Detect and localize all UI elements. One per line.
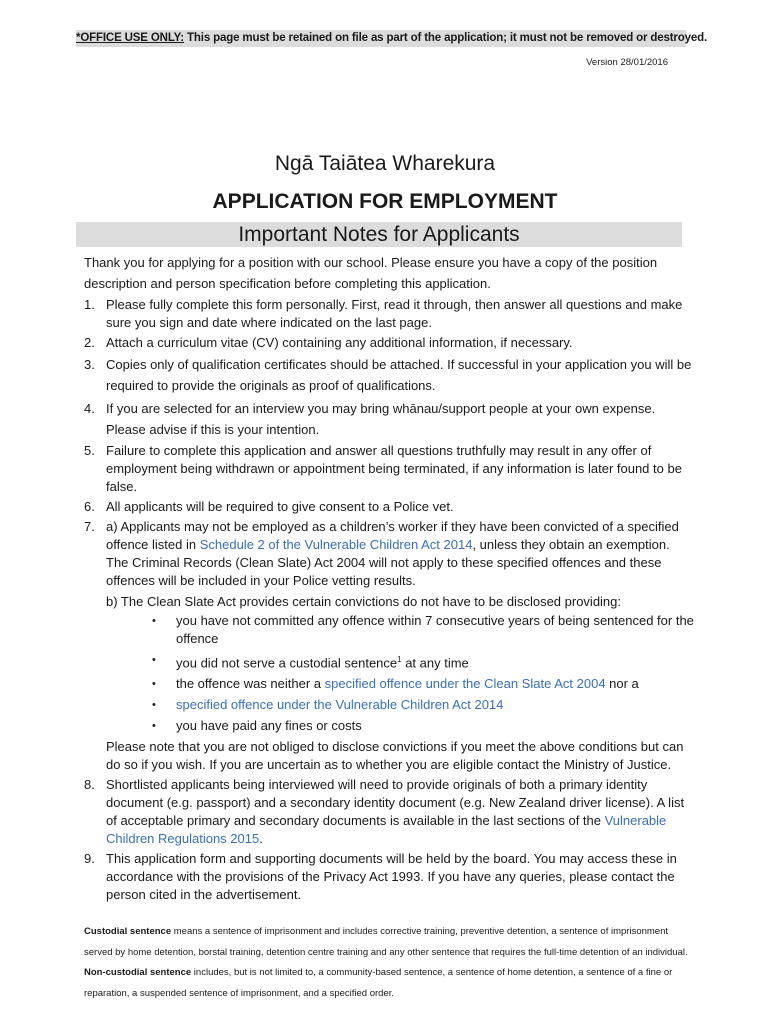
note-number: 7. [84,519,95,534]
note-7b: b) The Clean Slate Act provides certain convictions do not have to be disclosed providing: [106,594,622,609]
bullet-icon: • [152,654,156,666]
note-number: 8. [84,777,95,793]
condition-text: the offence was neither a [176,676,325,692]
footnote-term-custodial: Custodial sentence [84,926,172,937]
footnote-marker: 1 [397,655,402,664]
note-text: Attach a curriculum vitae (CV) containing any additional information, if necessary. [106,335,573,350]
notes-body [84,252,694,906]
condition-item [106,675,694,693]
schedule-2-link[interactable]: Schedule 2 of the Vulnerable Children Act 2014 [199,537,473,552]
office-use-text: This page must be retained on file as part of the application; it must not be removed or destroyed. [184,32,708,44]
footnote [84,922,694,1004]
section-subtitle: Important Notes for Applicants [76,222,682,247]
clean-slate-conditions [106,612,694,735]
condition-text: you did not serve a custodial sentence [176,655,398,671]
condition-item [106,696,694,714]
bullet-icon: • [152,678,156,691]
condition-text-end: at any time [401,655,469,671]
note-text: Copies only of qualification certificates should be attached. If successful in your application you will be required to provide the originals as proof of qualifications. [106,357,692,393]
footnote-def-noncustodial: includes, but is not limited to, a community-based sentence, a sentence of home detention, a sentence of a fine or reparation, a suspended sentence of imprisonment, and a specified order. [84,967,673,999]
bullet-icon: • [152,615,156,627]
note-item-5 [84,442,694,496]
note-item-4 [84,398,694,440]
vulnerable-children-regulations-link[interactable]: Vulnerable Children Regulations 2015 [106,813,667,847]
note-item-1 [84,296,694,332]
note-7a [106,518,694,590]
footnote-term-noncustodial: Non-custodial sentence [84,967,192,978]
note-number: 6. [84,499,95,514]
note-text: Shortlisted applicants being interviewed will need to provide originals of both a primary identity document (e.g. passport) and a secondary identity document (e.g. New Zealand driver license). A list of acceptable primary and secondary documents is available in the last sections of the [106,777,685,829]
condition-item [106,717,694,735]
note-number: 9. [84,851,95,867]
note-text: All applicants will be required to give consent to a Police vet. [106,499,454,514]
notes-list [84,296,694,904]
note-item-2 [84,334,694,352]
intro-paragraph: Thank you for applying for a position with our school. Please ensure you have a copy of the position description and person specification before completing this application. [84,255,658,291]
clean-slate-act-link[interactable]: specified offence under the Clean Slate Act 2004 [324,676,606,692]
version-label: Version 28/01/2016 [586,57,668,68]
vulnerable-children-act-link[interactable]: specified offence under the Vulnerable Children Act 2014 [176,697,504,713]
note-number: 5. [84,443,95,458]
note-item-9 [84,850,694,904]
note-text: Failure to complete this application and answer all questions truthfully may result in any offer of employment being withdrawn or appointment being terminated, if any information is later found to be false. [106,443,682,494]
condition-text: you have paid any fines or costs [176,718,362,734]
note-item-6 [84,498,694,516]
condition-item [106,612,694,648]
note-number: 4. [84,401,95,416]
note-7-disclosure: Please note that you are not obliged to disclose convictions if you meet the above conditions but can do so if you wish. If you are uncertain as to whether you are eligible contact the Ministry of Justice. [106,739,684,773]
note-7a-text-end: , unless they obtain an exemption. The Criminal Records (Clean Slate) Act 2004 will not apply to these specified offences and these offences will be included in your Police vetting results. [106,537,670,588]
note-number: 3. [84,357,95,372]
condition-text: you have not committed any offence within 7 consecutive years of being sentenced for the offence [176,613,694,646]
note-number: 1. [84,297,95,312]
note-number: 2. [84,335,95,350]
condition-item [106,651,694,672]
footnote-def-custodial: means a sentence of imprisonment and includes corrective training, preventive detention, a sentence of imprisonment served by home detention, borstal training, detention centre training and any other sentence that requires the full-time detention of an individual. [84,926,688,958]
note-text: This application form and supporting documents will be held by the board. You may access these in accordance with the provisions of the Privacy Act 1993. If you have any queries, please contact the person cited in the advertisement. [106,851,677,903]
note-item-8 [84,776,694,848]
condition-text-end: nor a [605,676,639,692]
office-use-label: *OFFICE USE ONLY: [76,32,184,44]
note-item-7 [84,518,694,774]
note-text: If you are selected for an interview you may bring whānau/support people at your own expense. Please advise if this is your intention. [106,401,656,437]
school-name: Ngā Taiātea Wharekura [274,152,496,175]
note-item-3 [84,354,694,396]
note-text-end: . [259,831,263,847]
bullet-icon: • [152,720,156,733]
bullet-icon: • [152,699,156,712]
page-title: APPLICATION FOR EMPLOYMENT [212,190,558,213]
office-use-banner [76,30,708,47]
note-7a-text: a) Applicants may not be employed as a children’s worker if they have been convicted of a specified offence listed in [106,519,679,552]
note-text: Please fully complete this form personally. First, read it through, then answer all questions and make sure you sign and date where indicated on the last page. [106,297,683,330]
